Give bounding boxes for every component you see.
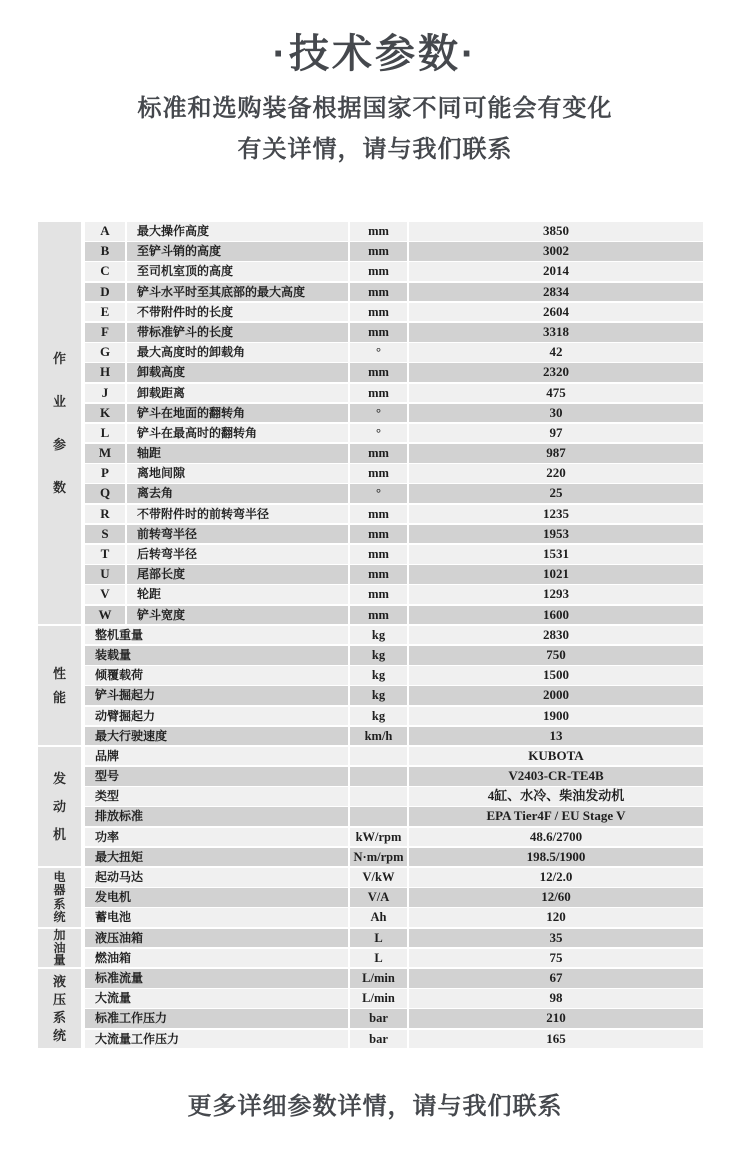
footer-note: 更多详细参数详情，请与我们联系 xyxy=(187,1093,563,1120)
spec-dimension-letter: J xyxy=(85,384,125,403)
spec-row xyxy=(85,222,703,241)
spec-unit: mm xyxy=(350,585,407,604)
spec-unit: N·m/rpm xyxy=(350,848,407,867)
spec-row xyxy=(85,525,703,544)
spec-unit: ° xyxy=(350,424,407,443)
spec-description: 轮距 xyxy=(127,585,348,604)
spec-description: 铲斗掘起力 xyxy=(85,686,348,705)
spec-section-rows xyxy=(85,222,703,626)
spec-value: 1500 xyxy=(409,666,703,685)
spec-dimension-letter: V xyxy=(85,585,125,604)
spec-row xyxy=(85,484,703,503)
section-label-char: 压 xyxy=(52,992,66,1008)
spec-description: 不带附件时的前转弯半径 xyxy=(127,505,348,524)
spec-unit: kW/rpm xyxy=(350,828,407,847)
spec-description: 离地间隙 xyxy=(127,464,348,483)
spec-row xyxy=(85,565,703,584)
spec-row xyxy=(85,969,703,988)
spec-dimension-letter: K xyxy=(85,404,125,423)
spec-row xyxy=(85,787,703,806)
spec-dimension-letter: M xyxy=(85,444,125,463)
spec-dimension-letter: P xyxy=(85,464,125,483)
spec-value: 1953 xyxy=(409,525,703,544)
spec-unit: L xyxy=(350,949,407,968)
spec-description: 动臂掘起力 xyxy=(85,707,348,726)
spec-value: 1900 xyxy=(409,707,703,726)
spec-unit xyxy=(350,807,407,826)
spec-row xyxy=(85,1009,703,1028)
spec-value: 67 xyxy=(409,969,703,988)
spec-description: 带标准铲斗的长度 xyxy=(127,323,348,342)
spec-unit: mm xyxy=(350,262,407,281)
spec-row xyxy=(85,505,703,524)
spec-description: 铲斗水平时至其底部的最大高度 xyxy=(127,283,348,302)
spec-description: 品牌 xyxy=(85,747,348,766)
section-label-char: 液 xyxy=(52,974,66,990)
spec-value: 987 xyxy=(409,444,703,463)
spec-dimension-letter: A xyxy=(85,222,125,241)
spec-description: 最大行驶速度 xyxy=(85,727,348,746)
spec-dimension-letter: E xyxy=(85,303,125,322)
spec-value: 2830 xyxy=(409,626,703,645)
spec-row xyxy=(85,283,703,302)
spec-description: 标准工作压力 xyxy=(85,1009,348,1028)
spec-section-hydraulic-system xyxy=(38,969,703,1050)
spec-row xyxy=(85,989,703,1008)
spec-unit: mm xyxy=(350,545,407,564)
spec-unit xyxy=(350,787,407,806)
spec-row xyxy=(85,323,703,342)
section-label-char: 电 xyxy=(53,869,66,884)
spec-row xyxy=(85,949,703,968)
spec-description: 装载量 xyxy=(85,646,348,665)
spec-description: 铲斗在地面的翻转角 xyxy=(127,404,348,423)
spec-dimension-letter: G xyxy=(85,343,125,362)
spec-unit: mm xyxy=(350,525,407,544)
spec-value: V2403-CR-TE4B xyxy=(409,767,703,786)
spec-description: 最大高度时的卸载角 xyxy=(127,343,348,362)
section-label-hydraulic-system xyxy=(38,969,81,1048)
spec-value: 2604 xyxy=(409,303,703,322)
section-label-performance xyxy=(38,626,81,746)
spec-section-refill-capacity xyxy=(38,929,703,969)
spec-dimension-letter: R xyxy=(85,505,125,524)
spec-section-rows xyxy=(85,969,703,1050)
section-label-char: 发 xyxy=(52,771,66,787)
spec-unit: Ah xyxy=(350,908,407,927)
spec-description: 大流量工作压力 xyxy=(85,1030,348,1049)
section-label-char: 统 xyxy=(53,910,66,925)
spec-description: 功率 xyxy=(85,828,348,847)
spec-description: 排放标准 xyxy=(85,807,348,826)
spec-unit: V/kW xyxy=(350,868,407,887)
spec-row xyxy=(85,767,703,786)
spec-value: 3318 xyxy=(409,323,703,342)
spec-value: 3850 xyxy=(409,222,703,241)
section-label-electrical-system xyxy=(38,868,81,927)
spec-value: 2320 xyxy=(409,363,703,382)
spec-description: 至司机室顶的高度 xyxy=(127,262,348,281)
spec-unit: L xyxy=(350,929,407,948)
spec-row xyxy=(85,747,703,766)
spec-unit: mm xyxy=(350,222,407,241)
spec-description: 铲斗在最高时的翻转角 xyxy=(127,424,348,443)
spec-value: 2834 xyxy=(409,283,703,302)
spec-value: 3002 xyxy=(409,242,703,261)
spec-description: 至铲斗销的高度 xyxy=(127,242,348,261)
spec-row xyxy=(85,545,703,564)
spec-unit: V/A xyxy=(350,888,407,907)
spec-row xyxy=(85,242,703,261)
section-label-char: 加 xyxy=(53,928,66,943)
spec-value: 97 xyxy=(409,424,703,443)
section-label-char: 统 xyxy=(52,1028,66,1044)
spec-unit: mm xyxy=(350,565,407,584)
spec-description: 起动马达 xyxy=(85,868,348,887)
spec-unit xyxy=(350,767,407,786)
section-label-char: 机 xyxy=(52,827,66,843)
spec-value: 2014 xyxy=(409,262,703,281)
spec-value: 42 xyxy=(409,343,703,362)
section-label-refill-capacity xyxy=(38,929,81,968)
spec-section-performance xyxy=(38,626,703,747)
spec-unit: mm xyxy=(350,242,407,261)
section-label-char: 量 xyxy=(53,953,66,968)
spec-description: 铲斗宽度 xyxy=(127,606,348,625)
spec-value: KUBOTA xyxy=(409,747,703,766)
spec-dimension-letter: T xyxy=(85,545,125,564)
spec-value: 220 xyxy=(409,464,703,483)
spec-unit: km/h xyxy=(350,727,407,746)
spec-unit: bar xyxy=(350,1030,407,1049)
section-label-engine xyxy=(38,747,81,867)
spec-row xyxy=(85,606,703,625)
spec-value: 198.5/1900 xyxy=(409,848,703,867)
spec-unit: mm xyxy=(350,323,407,342)
spec-value: 75 xyxy=(409,949,703,968)
spec-value: 1021 xyxy=(409,565,703,584)
spec-value: 4缸、水冷、柴油发动机 xyxy=(409,787,703,806)
spec-row xyxy=(85,343,703,362)
section-label-char: 系 xyxy=(53,896,66,911)
spec-value: 120 xyxy=(409,908,703,927)
spec-description: 类型 xyxy=(85,787,348,806)
spec-row xyxy=(85,828,703,847)
spec-description: 大流量 xyxy=(85,989,348,1008)
spec-value: EPA Tier4F / EU Stage V xyxy=(409,807,703,826)
spec-row xyxy=(85,626,703,645)
spec-unit: L/min xyxy=(350,989,407,1008)
section-label-char: 能 xyxy=(52,690,66,706)
spec-unit: mm xyxy=(350,464,407,483)
spec-value: 30 xyxy=(409,404,703,423)
spec-dimension-letter: W xyxy=(85,606,125,625)
section-label-char: 系 xyxy=(52,1010,66,1026)
spec-row xyxy=(85,908,703,927)
section-label-char: 性 xyxy=(52,666,66,682)
spec-unit: kg xyxy=(350,686,407,705)
spec-dimension-letter: U xyxy=(85,565,125,584)
spec-value: 35 xyxy=(409,929,703,948)
section-label-char: 油 xyxy=(53,940,66,955)
spec-row xyxy=(85,868,703,887)
spec-value: 210 xyxy=(409,1009,703,1028)
spec-unit: ° xyxy=(350,343,407,362)
spec-row xyxy=(85,444,703,463)
spec-unit: mm xyxy=(350,444,407,463)
spec-dimension-letter: H xyxy=(85,363,125,382)
spec-unit: kg xyxy=(350,626,407,645)
spec-description: 卸载距离 xyxy=(127,384,348,403)
spec-dimension-letter: D xyxy=(85,283,125,302)
spec-unit: L/min xyxy=(350,969,407,988)
spec-description: 后转弯半径 xyxy=(127,545,348,564)
spec-unit: mm xyxy=(350,363,407,382)
spec-unit xyxy=(350,747,407,766)
spec-value: 1600 xyxy=(409,606,703,625)
spec-section-engine xyxy=(38,747,703,868)
spec-row xyxy=(85,646,703,665)
spec-value: 165 xyxy=(409,1030,703,1049)
spec-row xyxy=(85,727,703,746)
spec-row xyxy=(85,807,703,826)
spec-description: 发电机 xyxy=(85,888,348,907)
spec-description: 不带附件时的长度 xyxy=(127,303,348,322)
spec-value: 475 xyxy=(409,384,703,403)
spec-row xyxy=(85,424,703,443)
section-label-char: 业 xyxy=(52,394,66,410)
spec-unit: mm xyxy=(350,505,407,524)
spec-row xyxy=(85,464,703,483)
section-label-char: 器 xyxy=(53,883,66,898)
spec-row xyxy=(85,585,703,604)
spec-description: 尾部长度 xyxy=(127,565,348,584)
spec-description: 蓄电池 xyxy=(85,908,348,927)
spec-section-working-parameters xyxy=(38,222,703,626)
spec-unit: ° xyxy=(350,404,407,423)
spec-value: 13 xyxy=(409,727,703,746)
spec-value: 1531 xyxy=(409,545,703,564)
section-label-char: 动 xyxy=(52,799,66,815)
spec-section-rows xyxy=(85,626,703,747)
spec-description: 轴距 xyxy=(127,444,348,463)
spec-description: 前转弯半径 xyxy=(127,525,348,544)
spec-value: 2000 xyxy=(409,686,703,705)
spec-dimension-letter: Q xyxy=(85,484,125,503)
spec-value: 98 xyxy=(409,989,703,1008)
spec-row xyxy=(85,303,703,322)
spec-dimension-letter: B xyxy=(85,242,125,261)
spec-unit: bar xyxy=(350,1009,407,1028)
spec-description: 最大操作高度 xyxy=(127,222,348,241)
section-label-char: 参 xyxy=(52,437,66,453)
spec-row xyxy=(85,1030,703,1049)
spec-unit: mm xyxy=(350,283,407,302)
spec-description: 整机重量 xyxy=(85,626,348,645)
spec-dimension-letter: F xyxy=(85,323,125,342)
spec-row xyxy=(85,888,703,907)
spec-unit: kg xyxy=(350,646,407,665)
subtitle-line-1: 标准和选购装备根据国家不同可能会有变化 xyxy=(137,95,613,122)
spec-value: 12/60 xyxy=(409,888,703,907)
spec-section-electrical-system xyxy=(38,868,703,929)
spec-row xyxy=(85,848,703,867)
spec-value: 25 xyxy=(409,484,703,503)
spec-row xyxy=(85,686,703,705)
spec-value: 1235 xyxy=(409,505,703,524)
spec-value: 12/2.0 xyxy=(409,868,703,887)
spec-value: 750 xyxy=(409,646,703,665)
spec-value: 1293 xyxy=(409,585,703,604)
spec-section-rows xyxy=(85,868,703,929)
page-title: ·技术参数· xyxy=(272,32,478,76)
spec-unit: ° xyxy=(350,484,407,503)
spec-description: 倾覆载荷 xyxy=(85,666,348,685)
spec-description: 最大扭矩 xyxy=(85,848,348,867)
spec-unit: mm xyxy=(350,606,407,625)
section-label-char: 作 xyxy=(52,351,66,367)
spec-row xyxy=(85,262,703,281)
spec-description: 型号 xyxy=(85,767,348,786)
spec-section-rows xyxy=(85,929,703,969)
spec-row xyxy=(85,929,703,948)
spec-row xyxy=(85,707,703,726)
section-label-working-parameters xyxy=(38,222,81,624)
spec-row xyxy=(85,666,703,685)
spec-table xyxy=(38,222,703,1050)
spec-description: 液压油箱 xyxy=(85,929,348,948)
spec-unit: mm xyxy=(350,384,407,403)
spec-description: 燃油箱 xyxy=(85,949,348,968)
spec-row xyxy=(85,404,703,423)
spec-dimension-letter: L xyxy=(85,424,125,443)
spec-dimension-letter: S xyxy=(85,525,125,544)
spec-description: 标准流量 xyxy=(85,969,348,988)
spec-dimension-letter: C xyxy=(85,262,125,281)
spec-unit: mm xyxy=(350,303,407,322)
spec-description: 离去角 xyxy=(127,484,348,503)
spec-row xyxy=(85,363,703,382)
subtitle-line-2: 有关详情，请与我们联系 xyxy=(237,136,513,163)
spec-unit: kg xyxy=(350,707,407,726)
spec-section-rows xyxy=(85,747,703,868)
spec-value: 48.6/2700 xyxy=(409,828,703,847)
spec-unit: kg xyxy=(350,666,407,685)
spec-description: 卸载高度 xyxy=(127,363,348,382)
section-label-char: 数 xyxy=(52,480,66,496)
spec-row xyxy=(85,384,703,403)
